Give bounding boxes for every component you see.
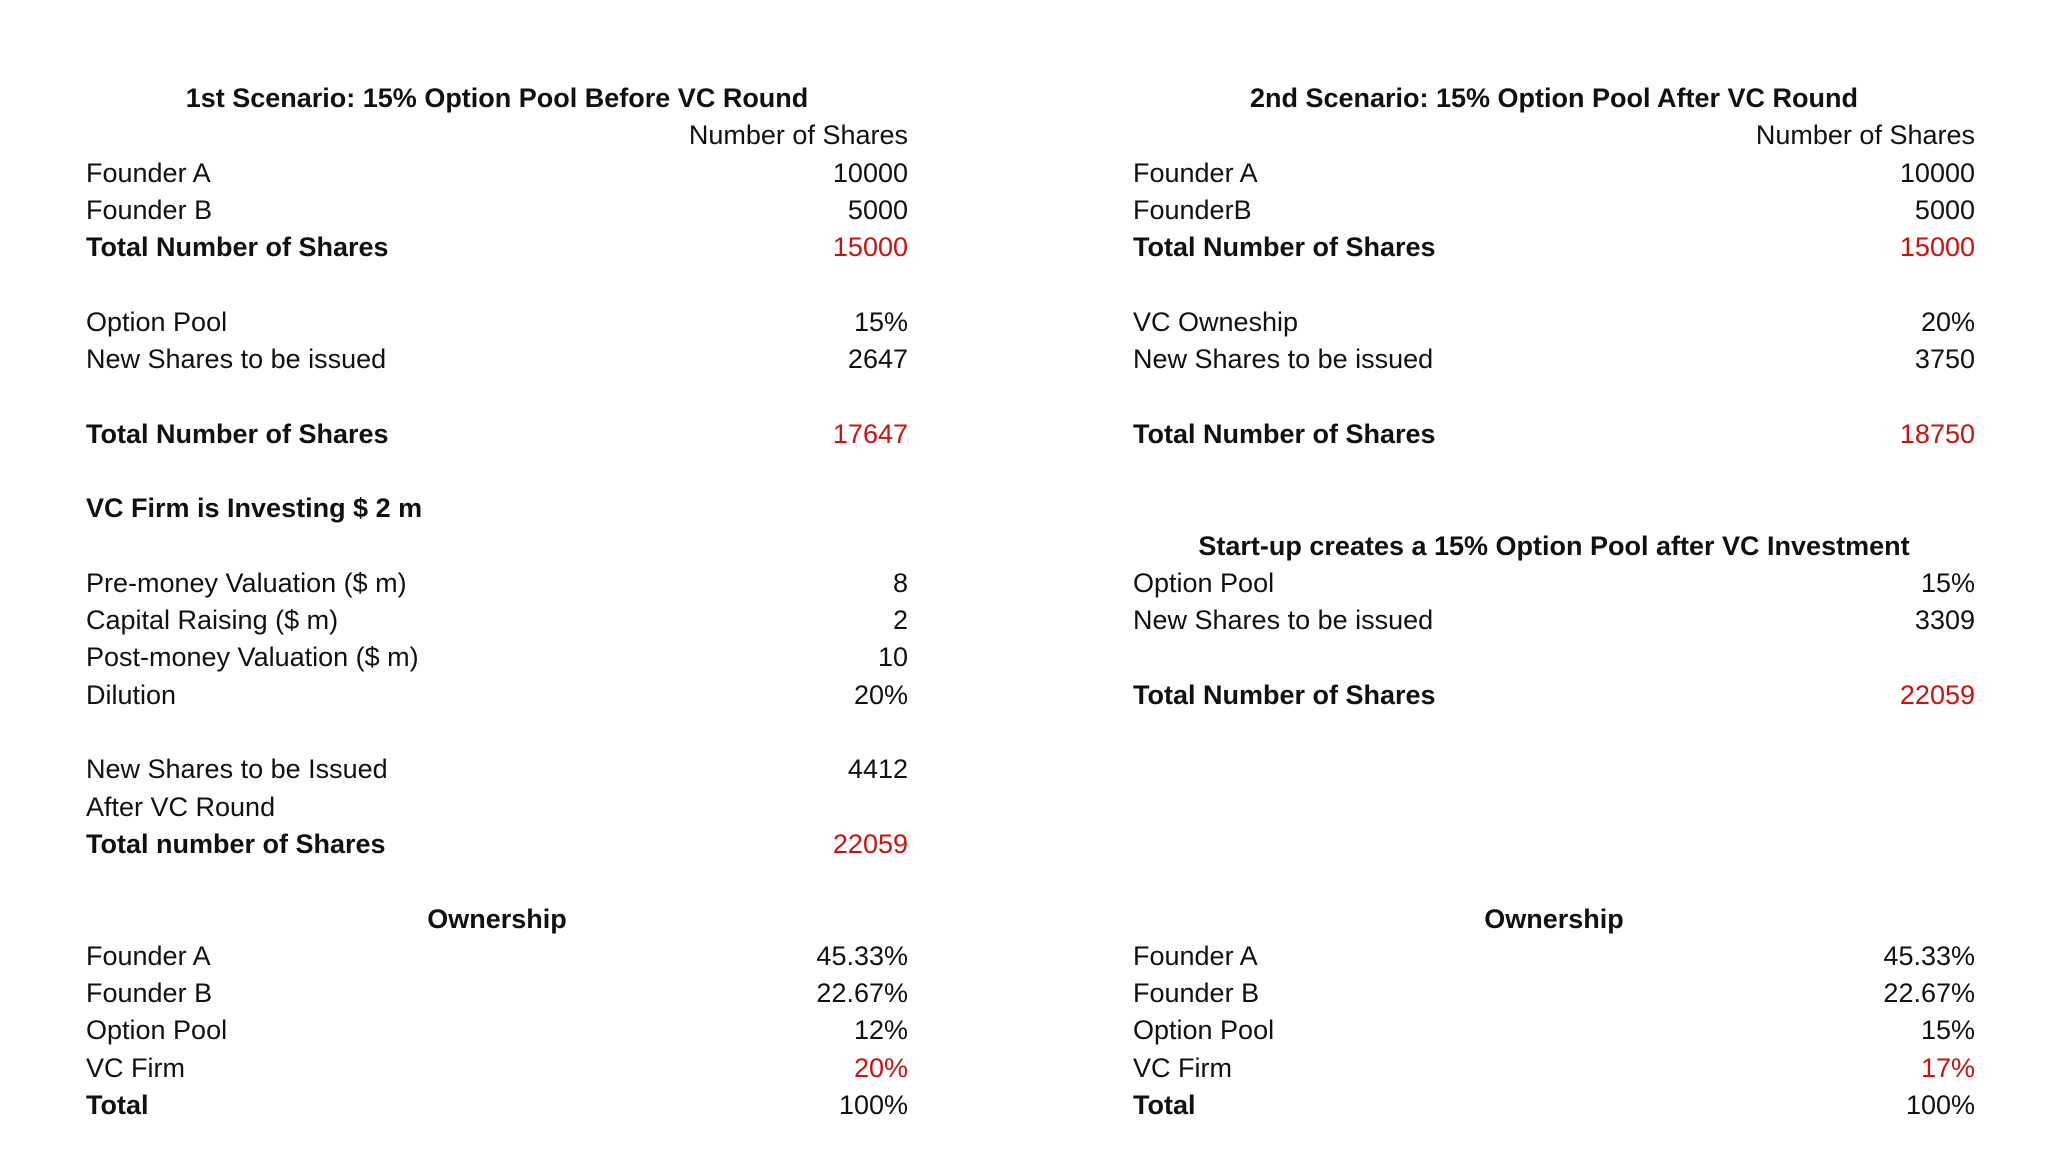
s1-pre-money-row: Pre-money Valuation ($ m) 8	[86, 567, 908, 598]
s1-ownership-founder-a: Founder A 45.33%	[86, 940, 908, 971]
scenario-2-title: 2nd Scenario: 15% Option Pool After VC Round	[1249, 83, 1859, 113]
s2-ownership-title: Ownership	[1484, 903, 1624, 934]
spacer	[1133, 266, 1975, 303]
spacer	[1133, 378, 1975, 415]
s2-vc-ownership-row: VC Owneship 20%	[1133, 306, 1975, 337]
s2-total-shares-row-3: Total Number of Shares 22059	[1133, 679, 1975, 710]
s1-ownership-total: Total 100%	[86, 1090, 908, 1121]
s1-after-vc-round-row: After VC Round	[86, 791, 276, 822]
spacer	[1133, 789, 1975, 826]
spacer	[1133, 714, 1975, 751]
s1-new-shares-row: New Shares to be issued 2647	[86, 344, 908, 375]
s1-ownership-founder-b: Founder B 22.67%	[86, 978, 908, 1009]
s1-founder-a-row: Founder A 10000	[86, 157, 908, 188]
s1-total-shares-row-2: Total Number of Shares 17647	[86, 418, 908, 449]
s1-option-pool-row: Option Pool 15%	[86, 306, 908, 337]
scenario-1-title: 1st Scenario: 15% Option Pool Before VC Round	[185, 83, 809, 113]
spacer	[86, 714, 908, 751]
scenario-2-column-header: Number of Shares	[1755, 120, 1975, 151]
s1-dilution-row: Dilution 20%	[86, 679, 908, 710]
s2-ownership-vc-firm: VC Firm 17%	[1133, 1052, 1975, 1083]
spacer	[1133, 490, 1975, 527]
spacer	[86, 863, 908, 900]
s1-new-shares-issued-row: New Shares to be Issued 4412	[86, 754, 908, 785]
scenario-2-table	[1133, 80, 1975, 1124]
spacer	[1133, 826, 1975, 863]
s1-total-shares-row-3: Total number of Shares 22059	[86, 828, 908, 859]
spacer	[1133, 639, 1975, 676]
spacer	[1133, 453, 1975, 490]
s2-new-shares-row-2: New Shares to be issued 3309	[1133, 605, 1975, 636]
spacer	[1133, 863, 1975, 900]
scenario-1-table	[86, 80, 908, 1124]
spacer	[1133, 751, 1975, 788]
s2-ownership-option-pool: Option Pool 15%	[1133, 1015, 1975, 1046]
spacer	[86, 266, 908, 303]
s1-vc-investing-row: VC Firm is Investing $ 2 m	[86, 493, 423, 524]
spacer	[86, 378, 908, 415]
s2-ownership-total: Total 100%	[1133, 1090, 1975, 1121]
s2-ownership-founder-a: Founder A 45.33%	[1133, 940, 1975, 971]
s1-ownership-option-pool: Option Pool 12%	[86, 1015, 908, 1046]
s2-total-shares-row-1: Total Number of Shares 15000	[1133, 232, 1975, 263]
s2-startup-title: Start-up creates a 15% Option Pool after VC Investment	[1198, 530, 1910, 561]
s2-total-shares-row-2: Total Number of Shares 18750	[1133, 418, 1975, 449]
spacer	[86, 453, 908, 490]
s1-founder-b-row: Founder B 5000	[86, 194, 908, 225]
s2-founder-b-row: FounderB 5000	[1133, 194, 1975, 225]
s2-ownership-founder-b: Founder B 22.67%	[1133, 978, 1975, 1009]
s2-option-pool-row: Option Pool 15%	[1133, 567, 1975, 598]
s1-ownership-vc-firm: VC Firm 20%	[86, 1052, 908, 1083]
scenario-1-column-header: Number of Shares	[688, 120, 908, 151]
s2-founder-a-row: Founder A 10000	[1133, 157, 1975, 188]
s1-capital-raising-row: Capital Raising ($ m) 2	[86, 605, 908, 636]
s1-ownership-title: Ownership	[427, 903, 567, 934]
s2-new-shares-row: New Shares to be issued 3750	[1133, 344, 1975, 375]
s1-post-money-row: Post-money Valuation ($ m) 10	[86, 642, 908, 673]
spacer	[86, 528, 908, 565]
s1-total-shares-row-1: Total Number of Shares 15000	[86, 232, 908, 263]
